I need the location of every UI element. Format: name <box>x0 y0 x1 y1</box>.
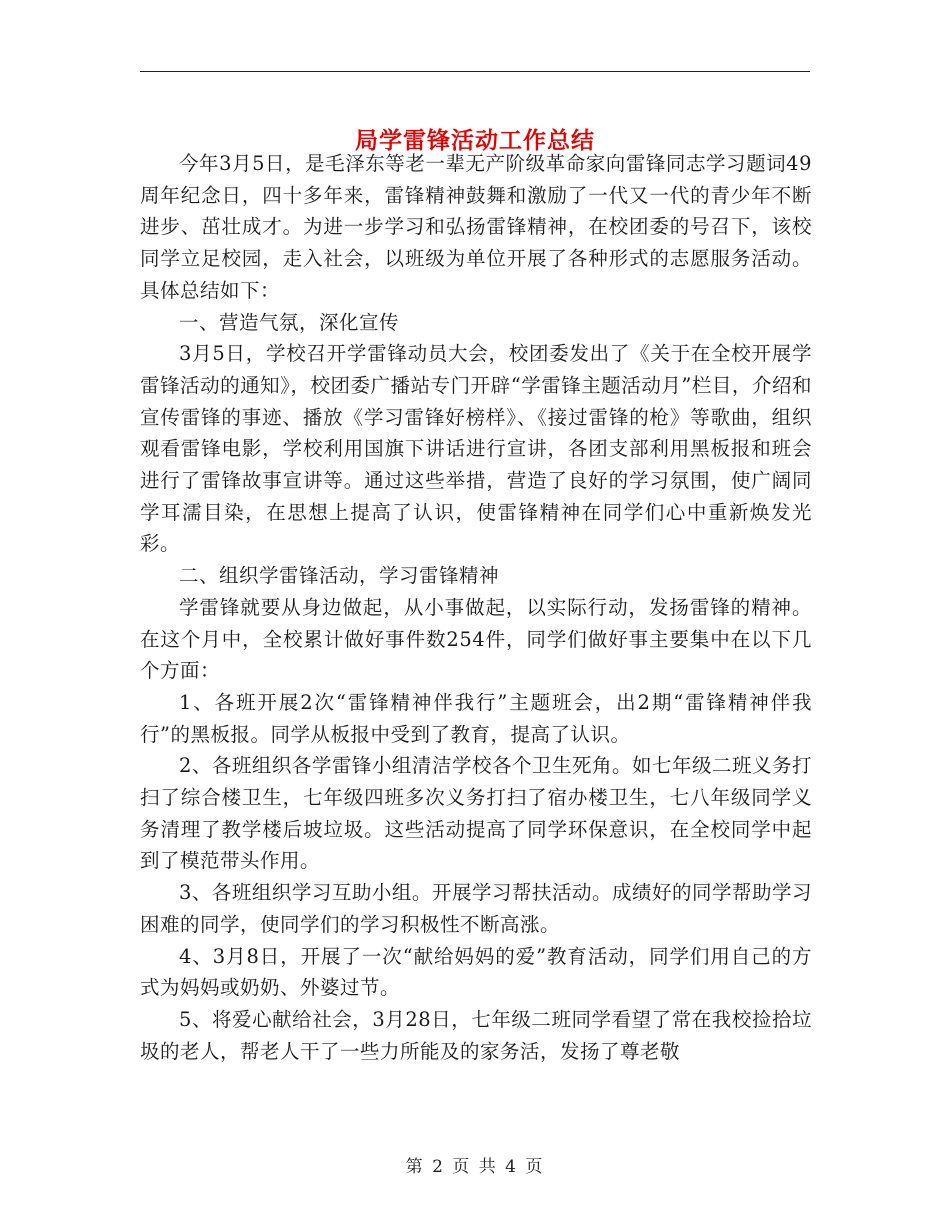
section-heading-2: 二、组织学雷锋活动，学习雷锋精神 <box>179 564 500 588</box>
page-number: 第 2 页 共 4 页 <box>405 1157 545 1177</box>
list-item-4: 4、3月8日，开展了一次“献给妈妈的爱”教育活动，同学们用自己的方式为妈妈或奶奶、外婆过节。 <box>140 944 812 1000</box>
list-item-3: 3、各班组织学习互助小组。开展学习帮扶活动。成绩好的同学帮助学习困难的同学，使同学们的学习积极性不断高涨。 <box>140 881 812 936</box>
document-title: 局学雷锋活动工作总结 <box>355 127 595 155</box>
list-item-2: 2、各班组织各学雷锋小组清洁学校各个卫生死角。如七年级二班义务打扫了综合楼卫生，七年级四班多次义务打扫了宿办楼卫生，七八年级同学义务清理了教学楼后坡垃圾。这些活动提高了同学环保意识，在全校同学中起到了模范带头作用。 <box>140 754 812 873</box>
list-item-1: 1、各班开展2次“雷锋精神伴我行”主题班会，出2期“雷锋精神伴我行”的黑板报。同学从板报中受到了教育，提高了认识。 <box>140 690 812 746</box>
document-body <box>140 148 812 1067</box>
header-rule <box>140 71 810 72</box>
paragraph-activities: 学雷锋就要从身边做起，从小事做起，以实际行动，发扬雷锋的精神。在这个月中，全校累计做好事件数254件，同学们做好事主要集中在以下几个方面： <box>140 595 812 683</box>
list-item-5: 5、将爱心献给社会，3月28日，七年级二班同学看望了常在我校捡拾垃圾的老人，帮老人干了一些力所能及的家务活，发扬了尊老敬 <box>140 1007 812 1063</box>
section-heading-1: 一、营造气氛，深化宣传 <box>179 310 400 334</box>
paragraph-publicity: 3月5日，学校召开学雷锋动员大会，校团委发出了《关于在全校开展学雷锋活动的通知》，校团委广播站专门开辟“学雷锋主题活动月”栏目，介绍和宣传雷锋的事迹、播放《学习雷锋好榜样》、《接过雷锋的枪》等歌曲，组织观看雷锋电影，学校利用国旗下讲话进行宣讲，各团支部利用黑板报和班会进行了雷锋故事宣讲等。通过这些举措，营造了良好的学习氛围，使广阔同学耳濡目染，在思想上提高了认识，使雷锋精神在同学们心中重新焕发光彩。 <box>140 342 812 556</box>
paragraph-intro: 今年3月5日，是毛泽东等老一辈无产阶级革命家向雷锋同志学习题词49周年纪念日，四十多年来，雷锋精神鼓舞和激励了一代又一代的青少年不断进步、茁壮成才。为进一步学习和弘扬雷锋精神，在校团委的号召下，该校同学立足校园，走入社会，以班级为单位开展了各种形式的志愿服务活动。具体总结如下： <box>140 152 812 302</box>
